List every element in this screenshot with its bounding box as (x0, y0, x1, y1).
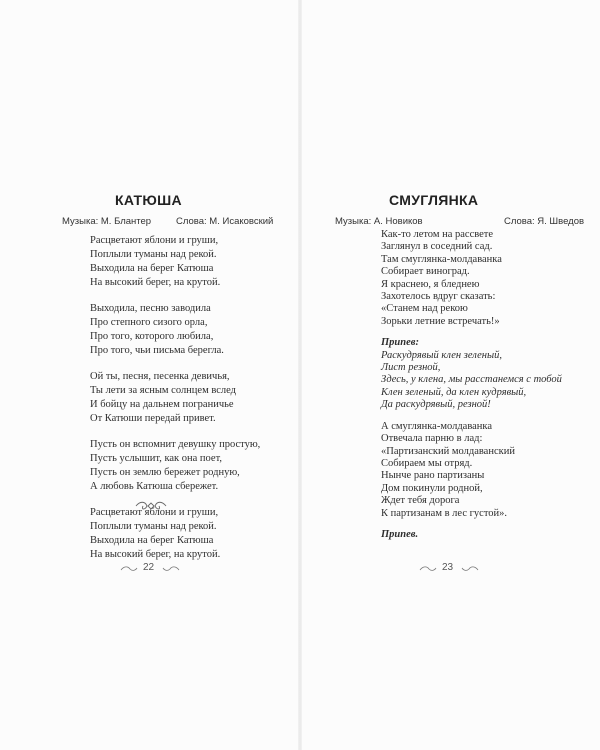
lyric-line: Да раскудрявый, резной! (381, 399, 491, 411)
lyric-line: «Станем над рекою (381, 303, 468, 315)
lyric-line: Выходила на берег Катюша (90, 535, 214, 546)
lyric-line: От Катюши передай привет. (90, 413, 216, 424)
words-credit: Слова: Я. Шведов (504, 216, 585, 227)
music-credit: Музыка: А. Новиков (335, 216, 423, 227)
lyric-line: Пусть он землю бережет родную, (90, 467, 240, 478)
lyric-line: Захотелось вдруг сказать: (381, 291, 496, 303)
lyric-line: Ты лети за ясным солнцем вслед (90, 385, 237, 396)
lyric-line: На высокий берег, на крутой. (90, 277, 221, 288)
lyric-line: Заглянул в соседний сад. (381, 241, 493, 253)
stanza (381, 229, 562, 328)
lyric-line: Расцветают яблони и груши, (90, 235, 219, 246)
lyric-line: Пусть услышит, как она поет, (90, 453, 223, 464)
music-credit: Музыка: М. Блантер (62, 216, 152, 227)
lyric-line: Зорьки летние встречать!» (381, 315, 500, 327)
lyric-line: Клен зеленый, да клен кудрявый, (381, 386, 527, 398)
swirl-ornament-icon (419, 566, 437, 572)
lyric-line: А смуглянка-молдаванка (381, 420, 493, 432)
lyric-line: Пусть он вспомнит девушку простую, (90, 439, 261, 450)
stanza (90, 234, 260, 290)
lyrics (90, 234, 260, 574)
lyric-line: Выходила, песню заводила (90, 303, 211, 314)
lyric-line: И бойцу на дальнем пограничье (90, 399, 234, 410)
chorus-label: Припев: (381, 337, 419, 349)
stanza (90, 438, 260, 494)
lyric-line: Поплыли туманы над рекой. (90, 521, 217, 532)
lyric-line: Ждет тебя дорога (381, 495, 460, 507)
lyric-line: Про того, которого любила, (90, 331, 214, 342)
lyric-line: Расцветают яблони и груши, (90, 507, 219, 518)
song-title: КАТЮША (115, 192, 182, 208)
words-credit: Слова: М. Исаковский (176, 216, 274, 227)
lyric-line: Про степного сизого орла, (90, 317, 208, 328)
swirl-ornament-icon (120, 566, 138, 572)
lyrics (381, 229, 562, 541)
swirl-ornament-icon (162, 566, 180, 572)
lyric-line: Про того, чьи письма берегла. (90, 345, 224, 356)
lyric-line: Ой ты, песня, песенка девичья, (90, 371, 230, 382)
stanza (381, 421, 562, 520)
song-title: СМУГЛЯНКА (389, 192, 479, 208)
stanza (90, 506, 260, 562)
lyric-line: Раскудрявый клен зеленый, (381, 349, 502, 361)
lyric-line: Здесь, у клена, мы расстанемся с тобой (381, 374, 562, 386)
chorus (381, 337, 562, 411)
lyric-line: К партизанам в лес густой». (381, 507, 508, 519)
lyric-line: Как-то летом на рассвете (381, 229, 494, 240)
lyric-line: Собирает виноград. (381, 266, 470, 278)
lyric-line: Отвечала парню в лад: (381, 433, 483, 445)
lyric-line: Дом покинули родной, (381, 482, 483, 494)
lyric-line: Выходила на берег Катюша (90, 263, 214, 274)
lyric-line: Собираем мы отряд. (381, 457, 473, 469)
lyric-line: Лист резной, (381, 362, 441, 374)
flourish-ornament-icon (134, 500, 168, 512)
lyric-line: Там смуглянка-молдаванка (381, 253, 502, 265)
page-number: 23 (442, 562, 454, 573)
stanza (90, 370, 260, 426)
lyric-line: «Партизанский молдаванский (381, 445, 515, 457)
stanza (90, 302, 260, 358)
lyric-line: На высокий берег, на крутой. (90, 549, 221, 560)
lyric-line: А любовь Катюша сбережет. (90, 481, 219, 492)
lyric-line: Нынче рано партизаны (381, 470, 485, 482)
chorus-reference: Припев. (381, 528, 419, 540)
lyric-line: Я краснею, я бледнею (381, 278, 480, 290)
right-page (300, 0, 600, 750)
lyric-line: Поплыли туманы над рекой. (90, 249, 217, 260)
page-number: 22 (143, 562, 155, 573)
swirl-ornament-icon (461, 566, 479, 572)
